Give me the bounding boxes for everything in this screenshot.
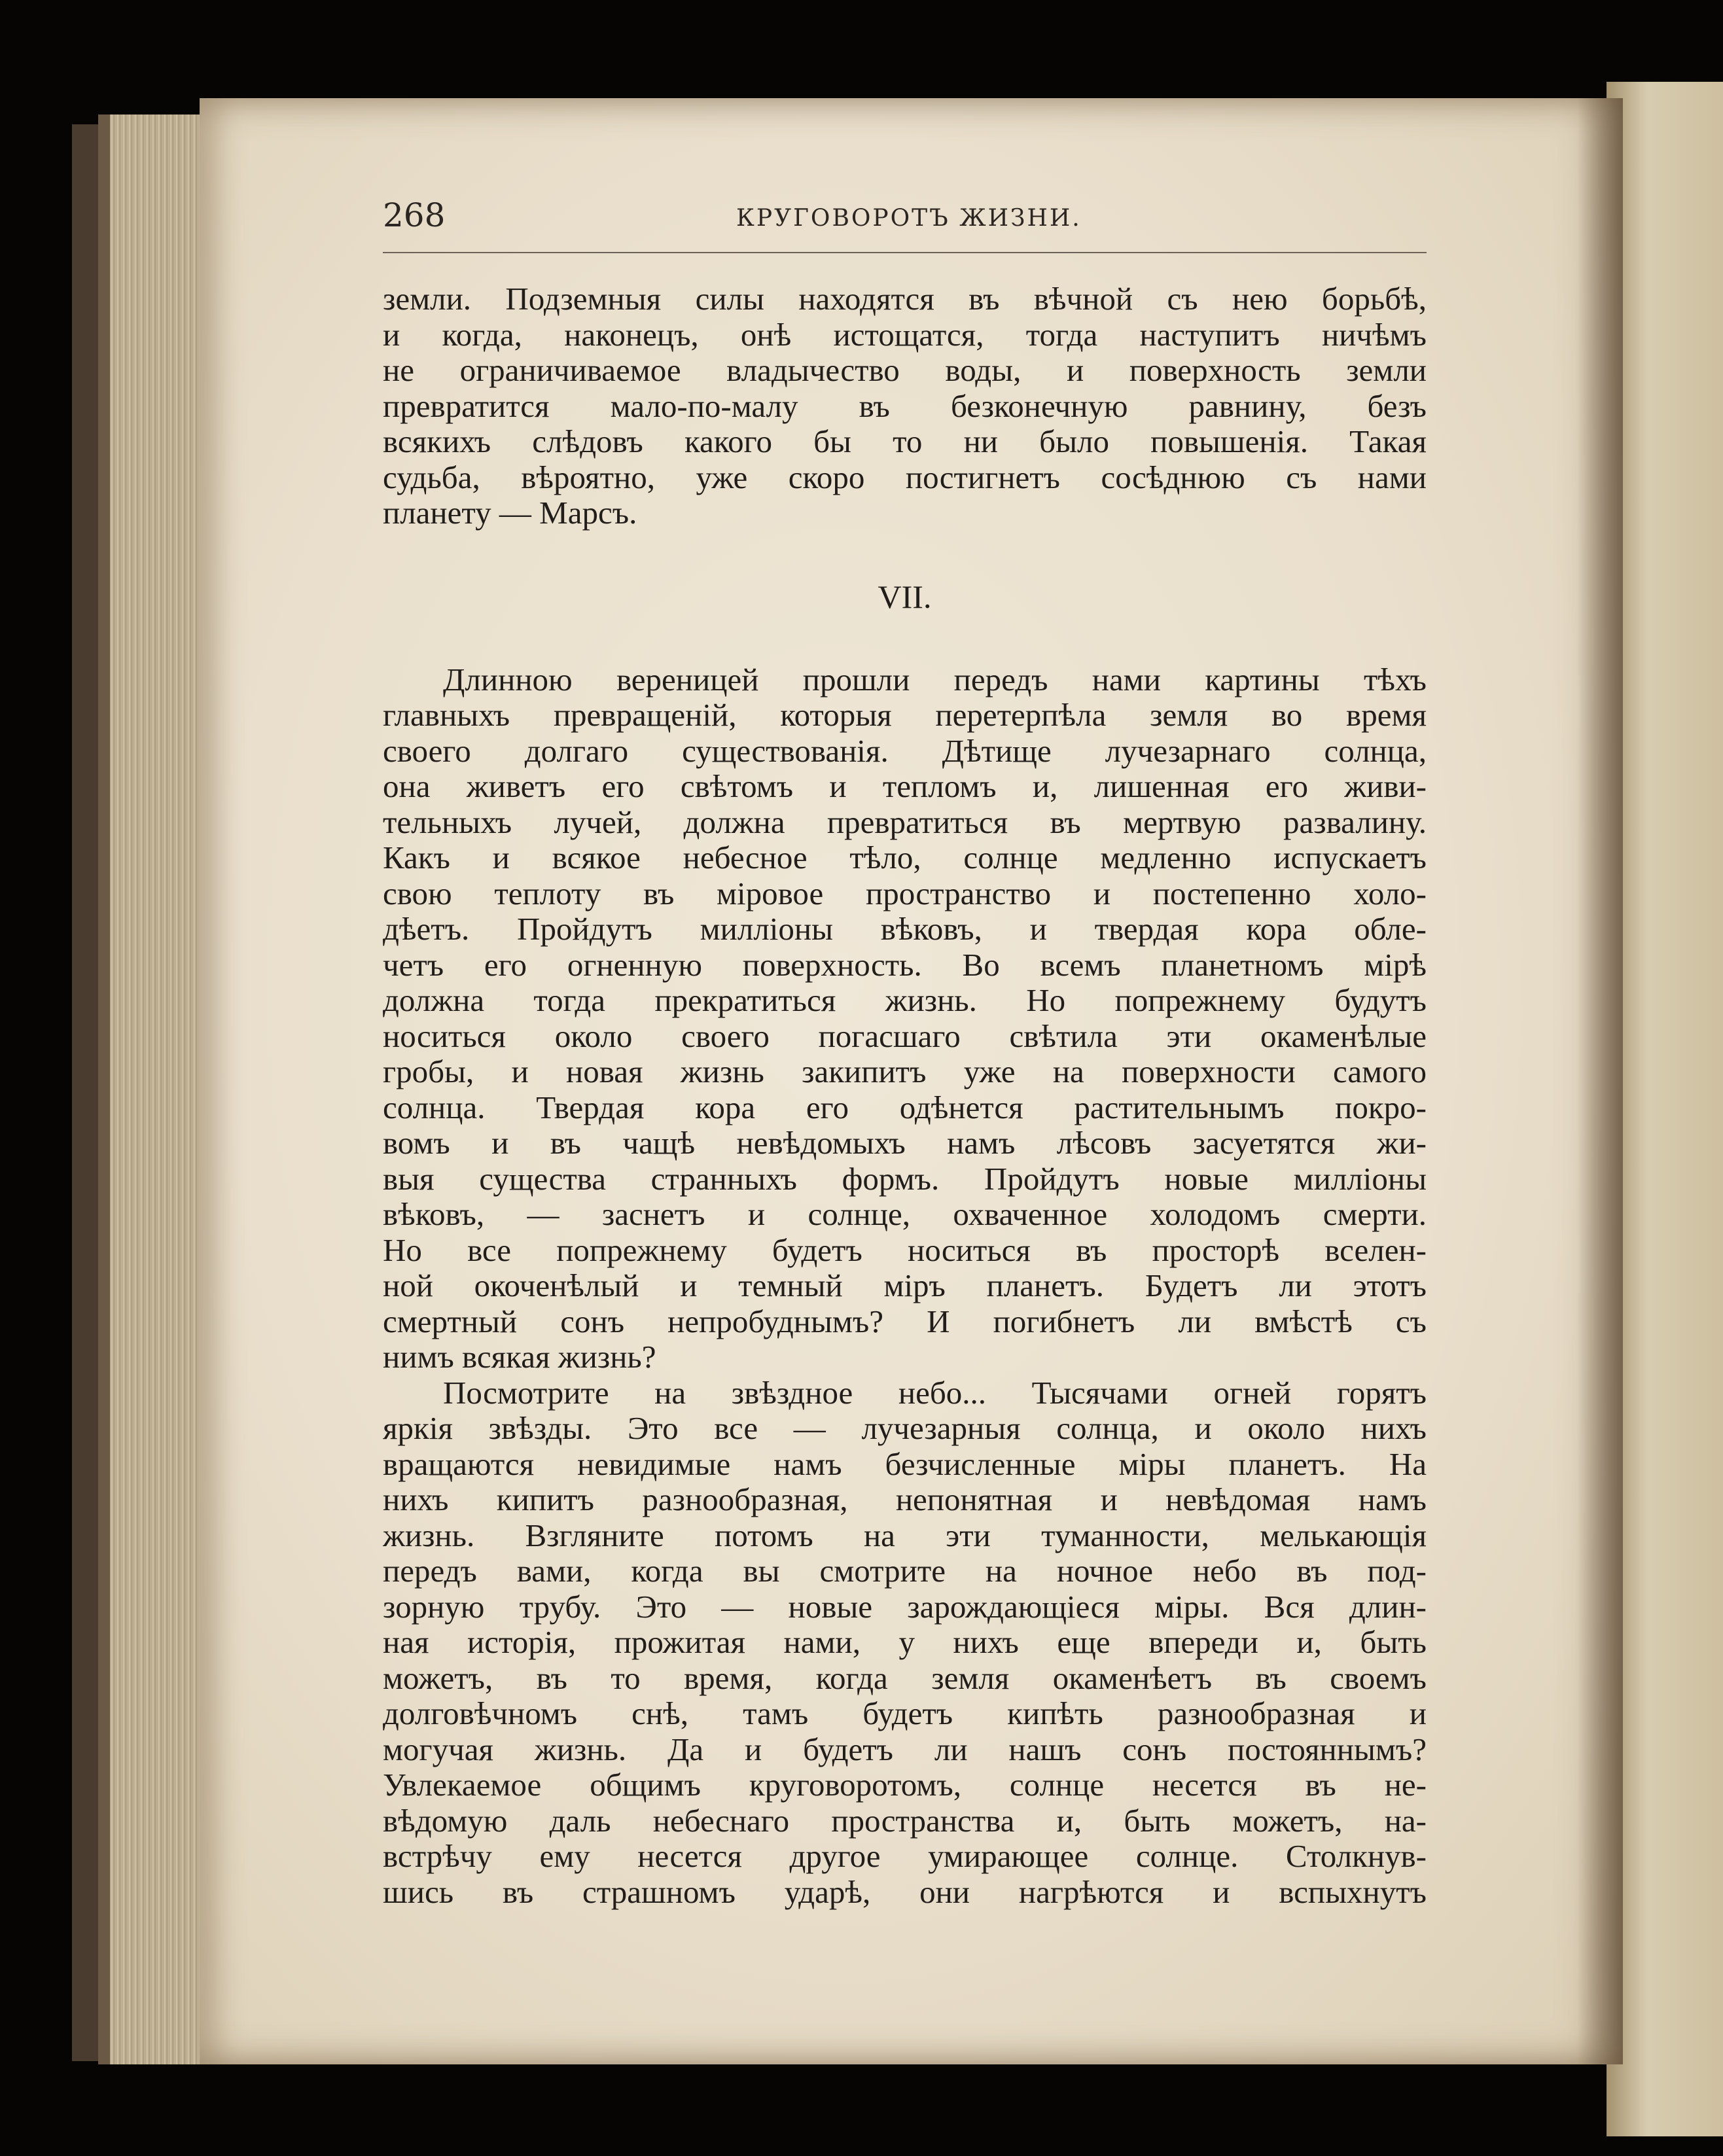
- text-line: вомъ и въ чащѣ невѣдомыхъ намъ лѣсовъ засуетятся жи-: [383, 1125, 1427, 1161]
- text-line: гробы, и новая жизнь закипитъ уже на поверхности самого: [383, 1054, 1427, 1089]
- text-line: могучая жизнь. Да и будетъ ли нашъ сонъ постояннымъ?: [383, 1731, 1427, 1767]
- text-line: ная исторія, прожитая нами, у нихъ еще впереди и, быть: [383, 1625, 1427, 1660]
- text-line: зорную трубу. Это — новые зарождающіеся міры. Вся длин-: [383, 1589, 1427, 1625]
- text-line: Увлекаемое общимъ круговоротомъ, солнце несется въ не-: [383, 1767, 1427, 1803]
- text-line: долговѣчномъ снѣ, тамъ будетъ кипѣть разнообразная и: [383, 1696, 1427, 1731]
- text-line: вѣдомую даль небеснаго пространства и, быть можетъ, на-: [383, 1803, 1427, 1839]
- text-line: дѣетъ. Пройдутъ милліоны вѣковъ, и твердая кора обле-: [383, 911, 1427, 947]
- text-line: свою теплоту въ міровое пространство и постепенно холо-: [383, 875, 1427, 911]
- text-line: должна тогда прекратиться жизнь. Но попрежнему будутъ: [383, 983, 1427, 1018]
- section-heading: VII.: [878, 578, 932, 615]
- page-number: 268: [383, 196, 446, 234]
- text-line: планету — Марсъ.: [383, 495, 637, 531]
- text-line: четъ его огненную поверхность. Во всемъ планетномъ мірѣ: [383, 947, 1427, 983]
- text-line: не ограничиваемое владычество воды, и поверхность земли: [383, 353, 1427, 388]
- text-line: выя существа странныхъ формъ. Пройдутъ новые милліоны: [383, 1161, 1427, 1197]
- text-line: Посмотрите на звѣздное небо... Тысячами огней горятъ: [443, 1375, 1427, 1411]
- running-title: КРУГОВОРОТЪ ЖИЗНИ.: [736, 205, 1082, 232]
- page-edges: [98, 115, 213, 2064]
- running-head: [383, 193, 1427, 253]
- text-line: она живетъ его свѣтомъ и тепломъ и, лишенная его живи-: [383, 769, 1427, 804]
- facing-page: [1607, 82, 1723, 2136]
- text-line: тельныхъ лучей, должна превратиться въ мертвую развалину.: [383, 804, 1427, 840]
- text-line: судьба, вѣроятно, уже скоро постигнетъ сосѣднюю съ нами: [383, 459, 1427, 495]
- text-line: земли. Подземныя силы находятся въ вѣчной съ нею борьбѣ,: [383, 281, 1427, 317]
- text-line: Но все попрежнему будетъ носиться въ просторѣ вселен-: [383, 1232, 1427, 1268]
- text-line: вращаются невидимые намъ безчисленные міры планетъ. На: [383, 1446, 1427, 1482]
- text-line: яркія звѣзды. Это все — лучезарныя солнца, и около нихъ: [383, 1411, 1427, 1446]
- text-line: Длинною вереницей прошли передъ нами картины тѣхъ: [443, 662, 1427, 698]
- text-line: жизнь. Взгляните потомъ на эти туманности, мелькающія: [383, 1517, 1427, 1553]
- text-line: смертный сонъ непробуднымъ? И погибнетъ ли вмѣстѣ съ: [383, 1303, 1427, 1339]
- text-line: нимъ всякая жизнь?: [383, 1339, 656, 1375]
- text-line: носиться около своего погасшаго свѣтила эти окаменѣлые: [383, 1018, 1427, 1054]
- spine-shadow: [1577, 98, 1623, 2064]
- text-line: шись въ страшномъ ударѣ, они нагрѣются и вспыхнутъ: [383, 1874, 1427, 1910]
- text-line: вѣковъ, — заснетъ и солнце, охваченное холодомъ смерти.: [383, 1197, 1427, 1232]
- text-line: можетъ, въ то время, когда земля окаменѣетъ въ своемъ: [383, 1660, 1427, 1696]
- text-line: нихъ кипитъ разнообразная, непонятная и невѣдомая намъ: [383, 1482, 1427, 1517]
- text-line: главныхъ превращеній, которыя перетерпѣла земля во время: [383, 698, 1427, 733]
- text-line: передъ вами, когда вы смотрите на ночное небо въ под-: [383, 1553, 1427, 1589]
- body-text: [383, 281, 1427, 1910]
- text-line: солнца. Твердая кора его одѣнется растительнымъ покро-: [383, 1089, 1427, 1125]
- text-line: Какъ и всякое небесное тѣло, солнце медленно испускаетъ: [383, 840, 1427, 875]
- text-line: встрѣчу ему несется другое умирающее солнце. Столкнув-: [383, 1839, 1427, 1874]
- text-line: своего долгаго существованія. Дѣтище лучезарнаго солнца,: [383, 733, 1427, 769]
- text-line: ной окоченѣлый и темный міръ планетъ. Будетъ ли этотъ: [383, 1268, 1427, 1303]
- paragraph-2: [383, 662, 1427, 1375]
- text-line: и когда, наконецъ, онѣ истощатся, тогда наступитъ ничѣмъ: [383, 317, 1427, 353]
- text-line: всякихъ слѣдовъ какого бы то ни было повышенія. Такая: [383, 424, 1427, 459]
- paragraph-3: [383, 1375, 1427, 1911]
- text-line: превратится мало-по-малу въ безконечную равнину, безъ: [383, 388, 1427, 424]
- paragraph-1: [383, 281, 1427, 531]
